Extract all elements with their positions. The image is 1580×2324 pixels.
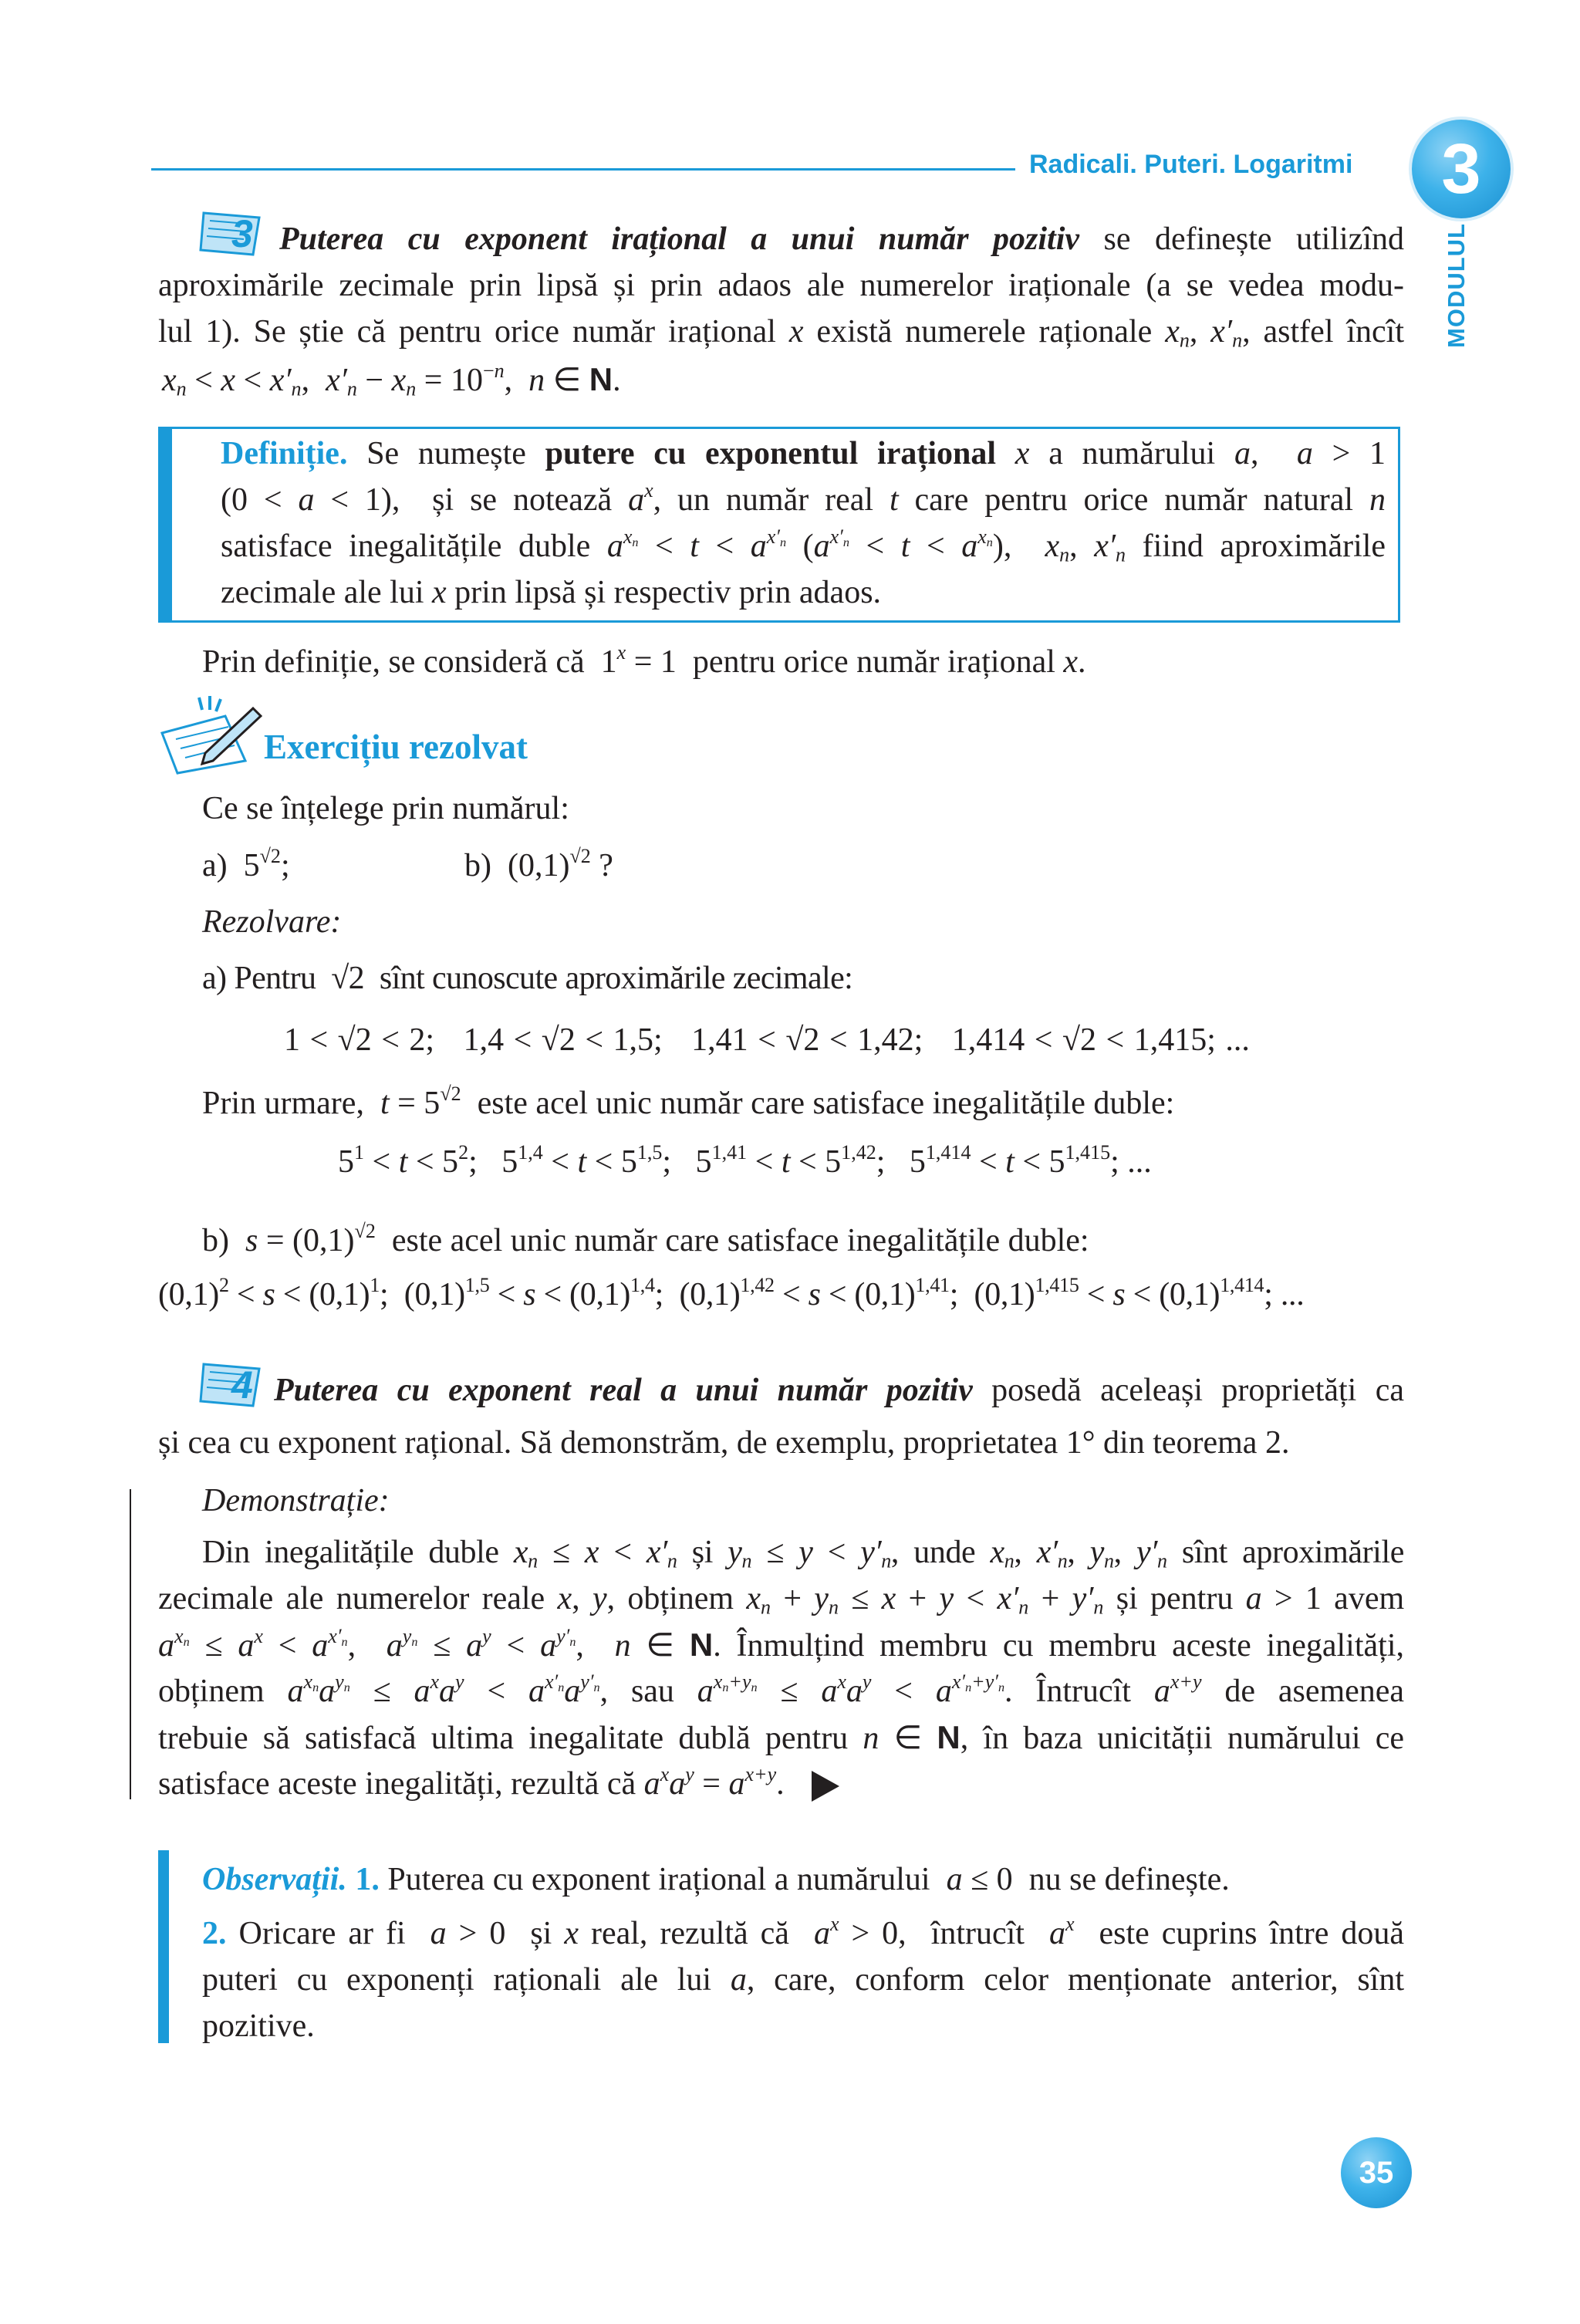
proof-line-1: Din inegalitățile duble $x_n \le x < x'_n$ și $y_n \le y < y'_n$, unde $x_n$, $x'_n$, $y_n$, $y'_n$ sînt aproximările <box>202 1535 1404 1572</box>
exercise-item-b: b) $(0,1)^{√2}$ ? <box>464 845 613 883</box>
page-number-badge <box>1341 2137 1412 2208</box>
definition-line-4: zecimale ale lui x prin lipsă și respectiv prin adaos. <box>221 575 882 610</box>
consequence-a: Prin urmare, $t = 5^{√2}$ este acel unic număr care satisface inegalitățile duble: <box>202 1083 1175 1121</box>
inequalities-5: $5^1 < t < 5^2$; $5^{1,4} < t < 5^{1,5}$; $5^{1,41} < t < 5^{1,42}$; $5^{1,414} < t < 5^{1,415}$; ... <box>338 1141 1152 1180</box>
section-3-title: Puterea cu exponent irațional a unui număr pozitiv <box>279 221 1080 257</box>
module-number: 3 <box>1441 130 1481 208</box>
section-4-line-2: și cea cu exponent rațional. Să demonstrăm, de exemplu, proprietatea 1° din teorema 2. <box>158 1425 1290 1461</box>
proof-line-5: trebuie să satisfacă ultima inegalitate dublă pentru n ∈ N, în baza unicității numărului ce <box>158 1719 1405 1756</box>
observation-1: Observații. 1. Puterea cu exponent irațional a numărului a ≤ 0 nu se definește. <box>202 1862 1230 1897</box>
module-badge <box>1412 120 1511 218</box>
section-4-line-1: Puterea cu exponent real a unui număr pozitiv posedă aceleași proprietăți ca <box>274 1373 1405 1408</box>
proof-line-3: $a^{x_n} \le a^x < a^{x'_n}$, $a^{y_n} \le a^y < a^{y'_n}$, n ∈ N. Înmulțind membru cu membru aceste inegalități, <box>158 1625 1404 1664</box>
consequence-b: b) $s = (0,1)^{√2}$ este acel unic număr care satisface inegalitățile duble: <box>202 1220 1089 1258</box>
definition-line-1: Definiție. Se numește putere cu exponentul irațional x a numărului a, a > 1 <box>221 436 1386 471</box>
observation-2-line-3: pozitive. <box>202 2008 315 2044</box>
definition-line-2: (0 < a < 1), și se notează $a^x$, un număr real t care pentru orice număr natural n <box>221 479 1386 518</box>
section-3-number: 3 <box>231 212 253 255</box>
exercise-item-a: a) $5^{√2}$; <box>202 845 290 883</box>
inequalities-01: $(0,1)^2 < s < (0,1)^1$; $(0,1)^{1,5} < s < (0,1)^{1,4}$; $(0,1)^{1,42} < s < (0,1)^{1,41}$; $(0,1)^{1,415} < s < (0,1)^{1,414}$; ... <box>158 1274 1305 1312</box>
sqrt2-approximations: 1 < √2 < 2; 1,4 < √2 < 1,5; 1,41 < √2 < 1,42; 1,414 < √2 < 1,415; ... <box>284 1022 1250 1058</box>
rezolvare-label: Rezolvare: <box>202 904 342 940</box>
definition-line-3: satisface inegalitățile duble $a^{x_n} < t < a^{x'_n}$ $(a^{x'_n} < t < a^{x_n})$, $x_n$, $x'_n$ fiind aproximările <box>221 525 1386 566</box>
proof-line-6: satisface aceste inegalități, rezultă că $a^xa^y = a^{x+y}$. <box>158 1761 1404 1807</box>
section-3-line-4: $x_n < x < x'_n$, $x'_n - x_n = 10^{-n}$, n ∈ N. <box>162 360 621 400</box>
section-4-number: 4 <box>231 1363 253 1407</box>
module-label: MODULUL <box>1443 223 1470 348</box>
proof-line-2: zecimale ale numerelor reale x, y, obținem $x_n + y_n \le x + y < x'_n + y'_n$ și pentru a > 1 avem <box>158 1581 1405 1619</box>
end-of-proof-icon <box>812 1771 839 1802</box>
observations-label: Observații. <box>202 1862 347 1897</box>
rezolvare-a-intro: a) Pentru √2 sînt cunoscute aproximările zecimale: <box>202 961 853 996</box>
proof-line-4: obținem $a^{x_n}a^{y_n} \le a^xa^y < a^{x'_n}a^{y'_n}$, sau $a^{x_n+y_n} \le a^xa^y < a^{x'_n+y'_n}$. Întrucît $a^{x+y}$ de asemenea <box>158 1670 1405 1709</box>
observation-2-line-2: puteri cu exponenți raționali ale lui a, care, conform celor menționate anterior, sînt <box>202 1962 1405 1998</box>
header-rule <box>151 168 1015 171</box>
exercise-pencil-icon <box>154 693 262 778</box>
after-definition-line: Prin definiție, se consideră că $1^x = 1$ pentru orice număr irațional x. <box>202 641 1086 680</box>
observation-2-line-1: 2. Oricare ar fi a > 0 și x real, rezultă că $a^x > 0$, întrucît $a^x$ este cuprins între două <box>202 1913 1405 1951</box>
page-number: 35 <box>1359 2156 1394 2190</box>
section-3-line-2: aproximările zecimale prin lipsă și prin adaos ale numerelor iraționale (a se vedea modu- <box>158 268 1404 303</box>
exercise-title: Exercițiu rezolvat <box>264 728 528 766</box>
margin-rule <box>130 1489 131 1799</box>
definition-label: Definiție. <box>221 436 348 471</box>
demonstratie-label: Demonstrație: <box>202 1483 390 1518</box>
observations-bar <box>158 1850 169 2043</box>
section-3-line-1: Puterea cu exponent irațional a unui număr pozitiv se definește utilizînd <box>279 221 1405 257</box>
section-4-title: Puterea cu exponent real a unui număr pozitiv <box>274 1373 973 1408</box>
section-3-line-3: lul 1). Se știe că pentru orice număr irațional x există numerele raționale $x_n$, $x'_n$, astfel încît <box>158 314 1405 352</box>
running-title: Radicali. Puteri. Logaritmi <box>1029 150 1353 179</box>
exercise-question: Ce se înțelege prin numărul: <box>202 791 569 826</box>
